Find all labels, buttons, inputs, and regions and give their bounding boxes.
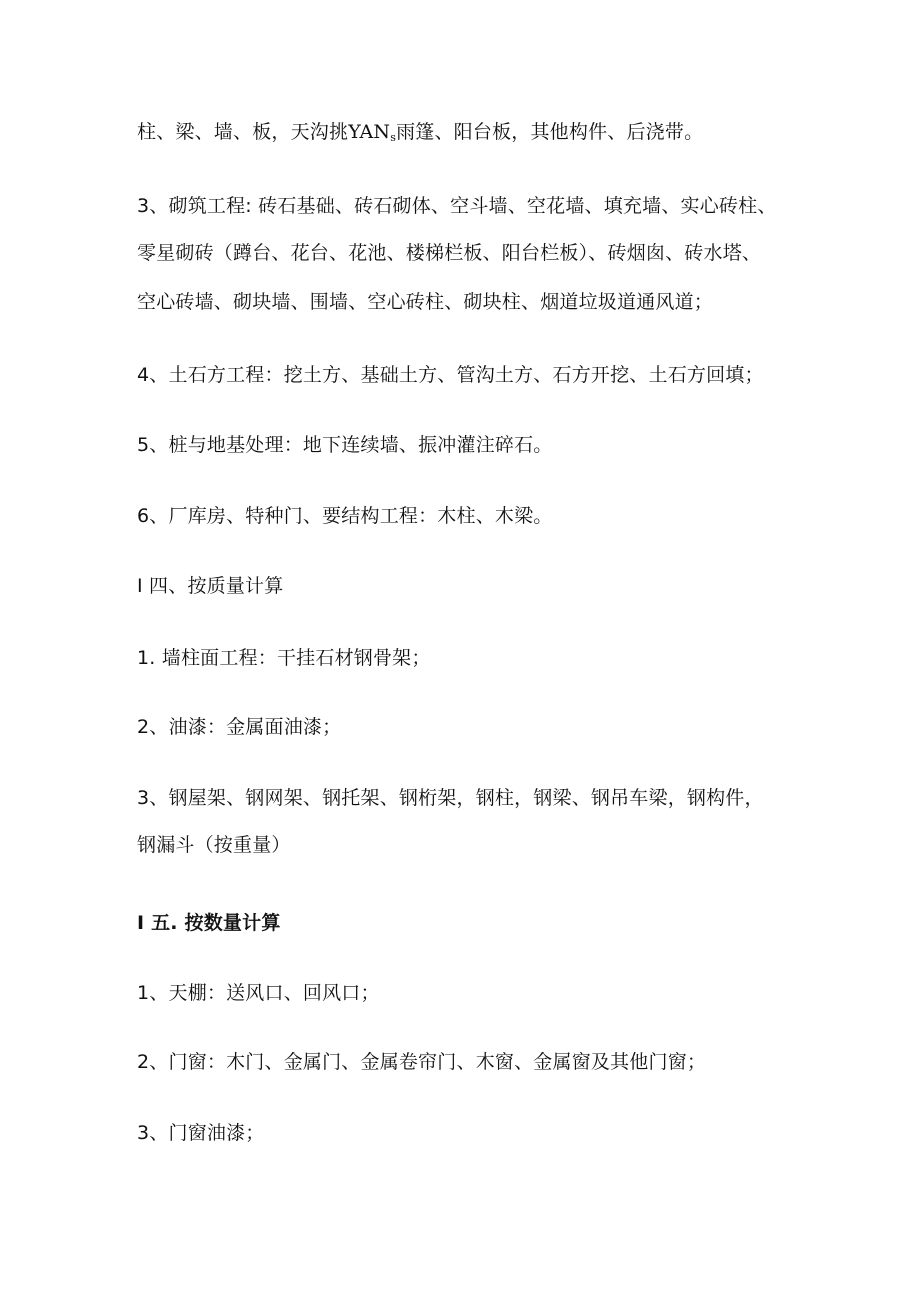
section-heading-4: I 四、按质量计算	[137, 575, 284, 597]
text-line-14: 1、天棚：送风口、回风口；	[137, 982, 380, 1004]
text-line-5: 4、土石方工程：挖土方、基础土方、管沟土方、石方开挖、土石方回填；	[137, 364, 764, 386]
text-line-4: 空心砖墙、砌块墙、围墙、空心砖柱、砌块柱、烟道垃圾道通风道；	[137, 291, 714, 313]
text-line-7: 6、厂库房、特种门、要结构工程：木柱、木梁。	[137, 505, 553, 527]
text-line-11: 3、钢屋架、钢网架、钢托架、钢桁架，钢柱，钢梁、钢吊车梁，钢构件，	[137, 787, 764, 809]
text-line-12: 钢漏斗（按重量）	[137, 834, 291, 856]
text-line-1	[137, 119, 837, 151]
text-line-10: 2、油漆：金属面油漆；	[137, 716, 342, 738]
text-line-1-latin: YAN	[348, 121, 391, 143]
text-line-3: 零星砌砖（蹲台、花台、花池、楼梯栏板、阳台栏板）、砖烟囱、砖水塔、	[137, 242, 762, 264]
text-line-1-subscript: s	[390, 131, 397, 144]
section-heading-5: I 五. 按数量计算	[137, 912, 281, 934]
text-line-2: 3、砌筑工程: 砖石基础、砖石砌体、空斗墙、空花墙、填充墙、实心砖柱、	[137, 195, 777, 217]
text-line-9: 1. 墙柱面工程：干挂石材钢骨架；	[137, 647, 431, 669]
text-line-1-pre: 柱、梁、墙、板，天沟挑	[137, 121, 349, 143]
text-line-1-post: 雨篷、阳台板，其他构件、后浇带。	[396, 121, 704, 143]
text-line-16: 3、门窗油漆；	[137, 1122, 265, 1144]
text-line-15: 2、门窗：木门、金属门、金属卷帘门、木窗、金属窗及其他门窗；	[137, 1051, 707, 1073]
text-line-6: 5、桩与地基处理：地下连续墙、振冲灌注碎石。	[137, 434, 553, 456]
